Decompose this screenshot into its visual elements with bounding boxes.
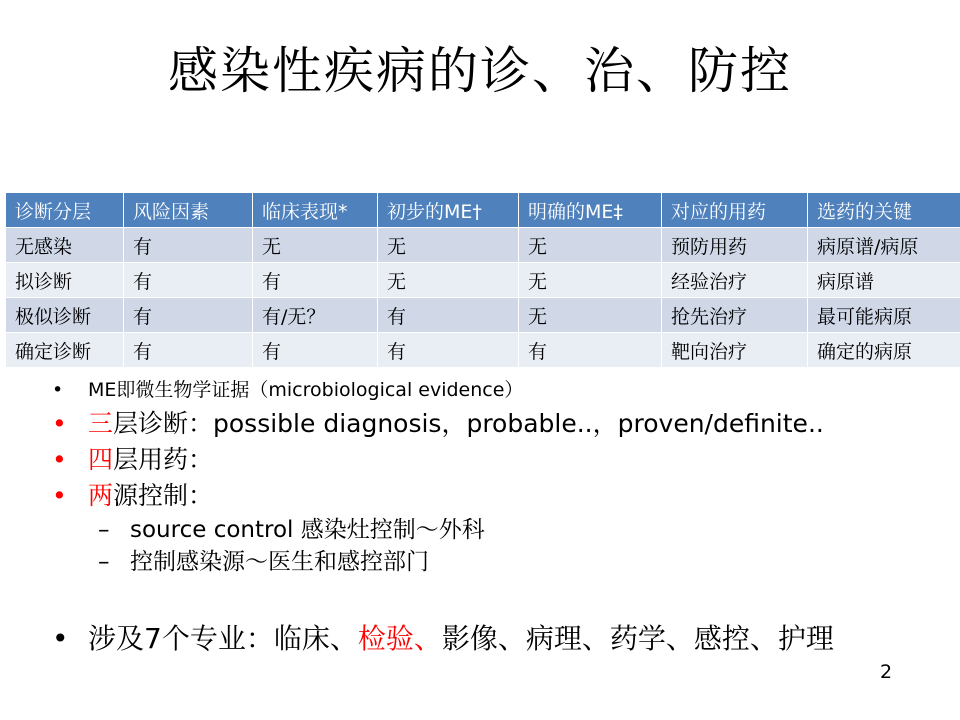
table-row <box>6 228 960 263</box>
table-cell: 确定的病原 <box>808 333 960 368</box>
slide-title: 感染性疾病的诊、治、防控 <box>168 42 792 100</box>
table-cell: 有 <box>519 333 662 368</box>
bullet-text: 涉及7个专业：临床、 <box>88 622 358 655</box>
sub-bullet-text: source control 感染灶控制～外科 <box>130 517 485 543</box>
table-row <box>6 263 960 298</box>
column-header: 临床表现* <box>253 193 378 228</box>
table-cell: 无 <box>378 263 519 298</box>
table-cell: 有 <box>124 333 253 368</box>
bullet-text: 影像、病理、药学、感控、护理 <box>441 622 834 655</box>
dash-icon: – <box>98 517 110 543</box>
table-cell: 有 <box>124 228 253 263</box>
bullet-item-specialties <box>52 622 960 656</box>
bullet-highlight: 四 <box>88 445 114 474</box>
column-header: 明确的ME‡ <box>519 193 662 228</box>
bullet-icon: • <box>52 379 64 401</box>
table-cell: 无 <box>519 298 662 333</box>
table-cell: 有 <box>253 263 378 298</box>
column-header: 初步的ME† <box>378 193 519 228</box>
bullet-text: 源控制： <box>113 481 214 510</box>
bullet-highlight: 检验、 <box>357 622 442 655</box>
table-cell: 有 <box>124 298 253 333</box>
column-header: 诊断分层 <box>6 193 124 228</box>
table-cell: 有/无？ <box>253 298 378 333</box>
table-cell: 有 <box>378 333 519 368</box>
bullet-icon: • <box>52 409 67 438</box>
table-cell: 有 <box>253 333 378 368</box>
table-cell: 预防用药 <box>662 228 808 263</box>
table-cell: 最可能病原 <box>808 298 960 333</box>
table-cell: 病原谱/病原 <box>808 228 960 263</box>
sub-bullet-item <box>52 514 932 546</box>
diagnosis-table <box>5 192 960 368</box>
bullet-item-two-source-control <box>52 478 932 514</box>
table-cell: 无 <box>253 228 378 263</box>
table-cell: 极似诊断 <box>6 298 124 333</box>
bullet-icon: • <box>52 622 69 655</box>
table-cell: 经验治疗 <box>662 263 808 298</box>
table-cell: 病原谱 <box>808 263 960 298</box>
bullet-item-four-level-medication <box>52 442 932 478</box>
table-row <box>6 298 960 333</box>
bullet-highlight: 两 <box>88 481 114 510</box>
table-cell: 无 <box>378 228 519 263</box>
table-header-row <box>6 193 960 228</box>
table-cell: 无 <box>519 228 662 263</box>
bullet-list <box>52 376 932 578</box>
sub-bullet-item <box>52 546 932 578</box>
table-cell: 抢先治疗 <box>662 298 808 333</box>
bullet-highlight: 三 <box>88 409 114 438</box>
column-header: 选药的关键 <box>808 193 960 228</box>
table-cell: 靶向治疗 <box>662 333 808 368</box>
sub-bullet-text: 控制感染源～医生和感控部门 <box>130 549 429 575</box>
bullet-text: 层诊断：possible diagnosis，probable..，proven/definite.. <box>113 409 824 438</box>
column-header: 风险因素 <box>124 193 253 228</box>
column-header: 对应的用药 <box>662 193 808 228</box>
bullet-text: 层用药： <box>113 445 214 474</box>
bullet-item-three-level-diagnosis <box>52 406 932 442</box>
table-row <box>6 333 960 368</box>
table-cell: 有 <box>378 298 519 333</box>
table-cell: 无 <box>519 263 662 298</box>
bullet-text: ME即微生物学证据（microbiological evidence） <box>88 379 524 401</box>
table-cell: 拟诊断 <box>6 263 124 298</box>
table-cell: 无感染 <box>6 228 124 263</box>
page-number: 2 <box>880 661 893 683</box>
bullet-item-me-note <box>52 376 932 404</box>
table-cell: 有 <box>124 263 253 298</box>
table-cell: 确定诊断 <box>6 333 124 368</box>
dash-icon: – <box>98 549 110 575</box>
bullet-icon: • <box>52 445 67 474</box>
bullet-icon: • <box>52 481 67 510</box>
